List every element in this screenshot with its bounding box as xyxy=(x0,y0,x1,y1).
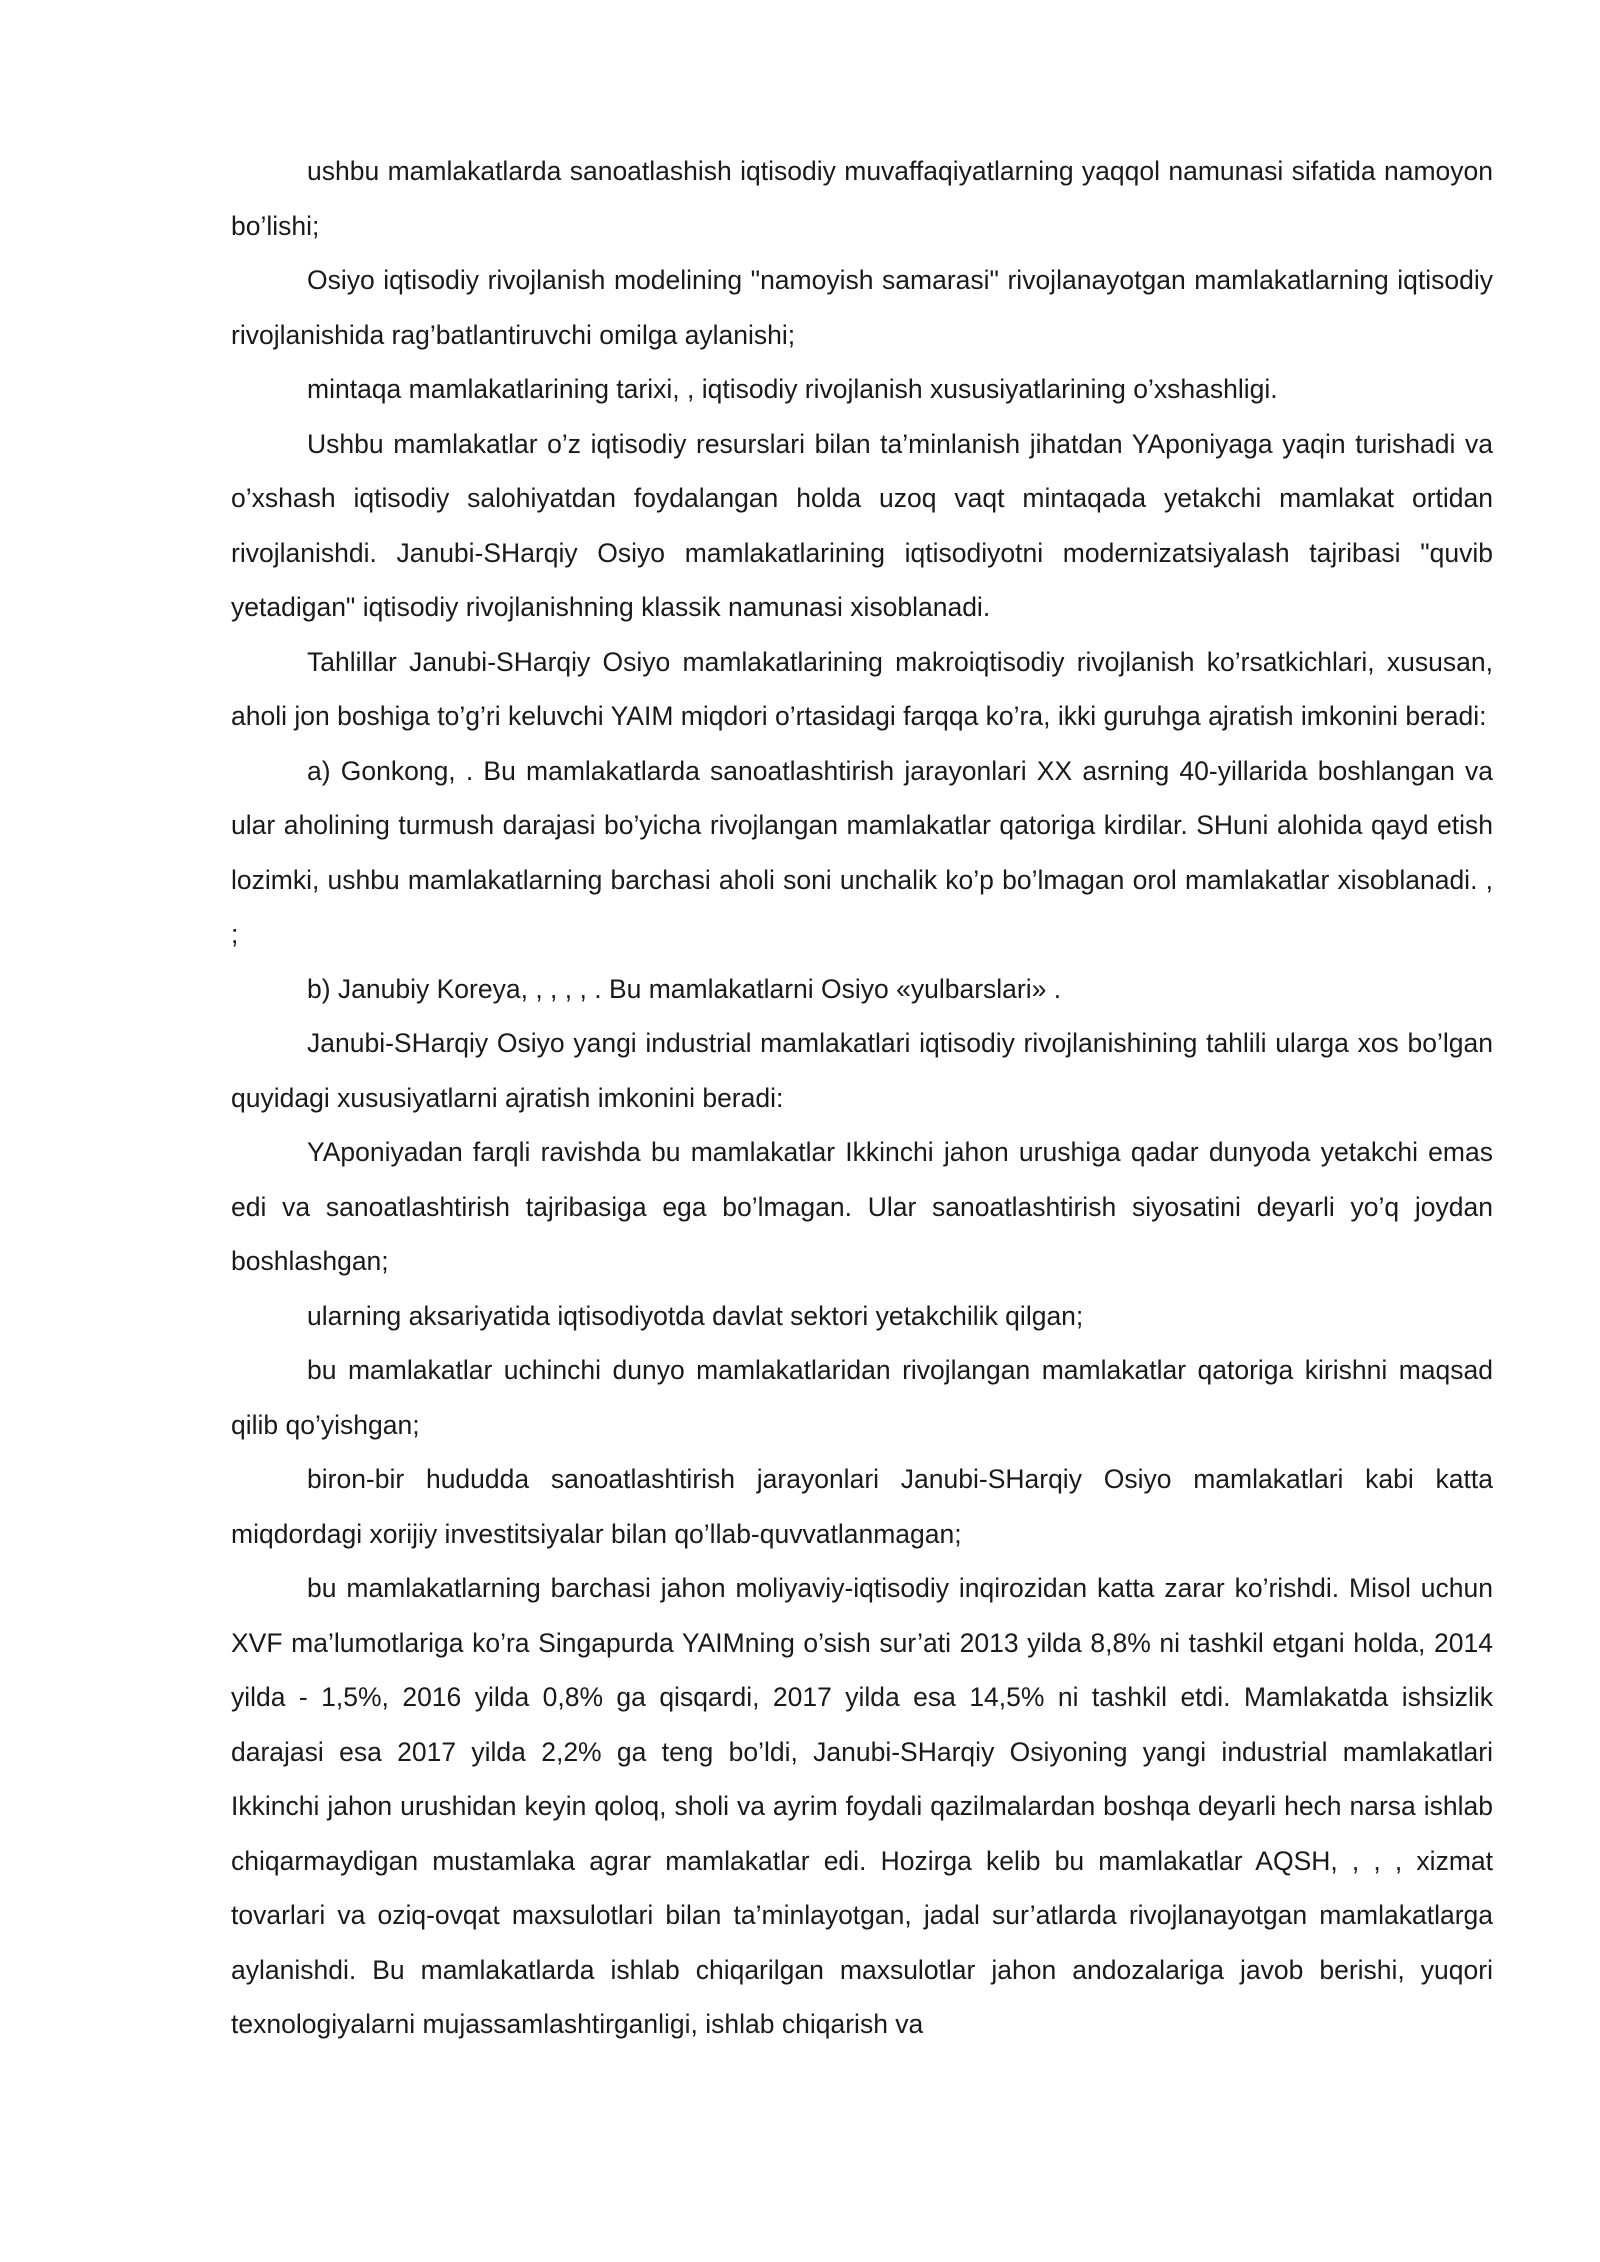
paragraph: bu mamlakatlar uchinchi dunyo mamlakatlaridan rivojlangan mamlakatlar qatoriga kirishni maqsad qilib qo’yishgan; xyxy=(231,1355,1493,1440)
paragraph: ularning aksariyatida iqtisodiyotda davlat sektori yetakchilik qilgan; xyxy=(307,1300,1084,1331)
paragraph: Tahlillar Janubi-SHarqiy Osiyo mamlakatlarining makroiqtisodiy rivojlanish ko’rsatkichlari, xususan, aholi jon boshiga to’g’ri keluvchi YAIM miqdori o’rtasidagi farqqa ko’ra, ikki guruhga ajratish imkonini beradi: xyxy=(231,646,1493,731)
paragraph: Ushbu mamlakatlar o’z iqtisodiy resurslari bilan ta’minlanish jihatdan YAponiyaga yaqin turishadi va o’xshash iqtisodiy salohiyatdan foydalangan holda uzoq vaqt mintaqada yetakchi mamlakat ortidan rivojlanishdi. Janubi-SHarqiy Osiyo mamlakatlarining iqtisodiyotni modernizatsiyalash tajribasi "quvib yetadigan" iqtisodiy rivojlanishning klassik namunasi xisoblanadi. xyxy=(231,428,1493,622)
document-page xyxy=(231,144,1493,2052)
paragraph: biron-bir hududda sanoatlashtirish jarayonlari Janubi-SHarqiy Osiyo mamlakatlari kabi katta miqdordagi xorijiy investitsiyalar bilan qo’llab-quvvatlanmagan; xyxy=(231,1464,1493,1549)
paragraph: bu mamlakatlarning barchasi jahon moliyaviy-iqtisodiy inqirozidan katta zarar ko’rishdi. Misol uchun XVF ma’lumotlariga ko’ra Singapurda YAIMning o’sish sur’ati 2013 yilda 8,8% ni tashkil etgani holda, 2014 yilda - 1,5%, 2016 yilda 0,8% ga qisqardi, 2017 yilda esa 14,5% ni tashkil etdi. Mamlakatda ishsizlik darajasi esa 2017 yilda 2,2% ga teng bo’ldi, Janubi-SHarqiy Osiyoning yangi industrial mamlakatlari Ikkinchi jahon urushidan keyin qoloq, sholi va ayrim foydali qazilmalardan boshqa deyarli hech narsa ishlab chiqarmaydigan mustamlaka agrar mamlakatlar edi. Hozirga kelib bu mamlakatlar AQSH, , , , xizmat tovarlari va oziq-ovqat maxsulotlari bilan ta’minlayotgan, jadal sur’atlarda rivojlanayotgan mamlakatlarga aylanishdi. Bu mamlakatlarda ishlab chiqarilgan maxsulotlar jahon andozalariga javob berishi, yuqori texnologiyalarni mujassamlashtirganligi, ishlab chiqarish va xyxy=(231,1573,1493,2039)
paragraph: a) Gonkong, . Bu mamlakatlarda sanoatlashtirish jarayonlari XX asrning 40-yillarida boshlangan va ular aholining turmush darajasi bo’yicha rivojlangan mamlakatlar qatoriga kirdilar. SHuni alohida qayd etish lozimki, ushbu mamlakatlarning barchasi aholi soni unchalik ko’p bo’lmagan orol mamlakatlar xisoblanadi. , ; xyxy=(231,755,1493,949)
paragraph: Osiyo iqtisodiy rivojlanish modelining "namoyish samarasi" rivojlanayotgan mamlakatlarning iqtisodiy rivojlanishida rag’batlantiruvchi omilga aylanishi; xyxy=(231,265,1493,350)
paragraph: Janubi-SHarqiy Osiyo yangi industrial mamlakatlari iqtisodiy rivojlanishining tahlili ularga xos bo’lgan quyidagi xususiyatlarni ajratish imkonini beradi: xyxy=(231,1028,1493,1113)
paragraph: ushbu mamlakatlarda sanoatlashish iqtisodiy muvaffaqiyatlarning yaqqol namunasi sifatida namoyon bo’lishi; xyxy=(231,156,1493,241)
paragraph: b) Janubiy Koreya, , , , , . Bu mamlakatlarni Osiyo «yulbarslari» . xyxy=(307,973,1062,1004)
paragraph: mintaqa mamlakatlarining tarixi, , iqtisodiy rivojlanish xususiyatlarining o’xshashligi. xyxy=(307,374,1278,404)
paragraph: YAponiyadan farqli ravishda bu mamlakatlar Ikkinchi jahon urushiga qadar dunyoda yetakchi emas edi va sanoatlashtirish tajribasiga ega bo’lmagan. Ular sanoatlashtirish siyosatini deyarli yo’q joydan boshlashgan; xyxy=(231,1137,1493,1276)
